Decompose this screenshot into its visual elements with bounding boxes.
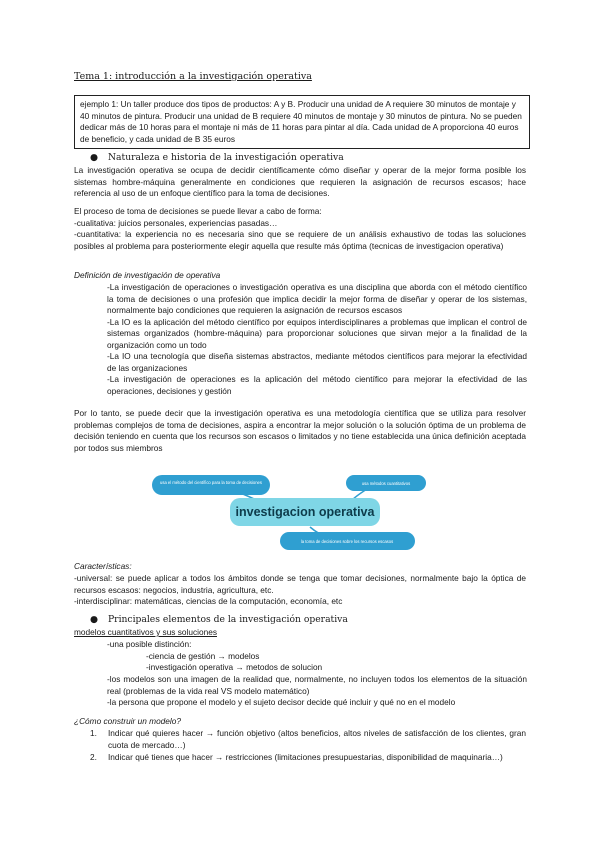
intro-paragraph: La investigación operativa se ocupa de decidir científicamente cómo diseñar y operar de la mejor forma posible los sistemas hombre-máquina generalmente en condiciones que requieren la asignación de recursos escasos; hace referencia al uso de un enfoque científico para la toma de decisiones. — [74, 165, 526, 198]
bullet-icon: ● — [90, 614, 99, 625]
person-text: -la persona que propone el modelo y el sujeto decisor decide qué incluir y qué no en el modelo — [107, 697, 456, 707]
process-qualitative: -cualitativa: juicios personales, experiencias pasadas… — [74, 217, 278, 228]
characteristics-title: Características: — [74, 561, 132, 571]
mind-map-diagram — [150, 470, 440, 555]
mindmap-center-text: investigacion operativa — [235, 505, 375, 519]
definition-title: Definición de investigación de operativa — [74, 270, 221, 280]
definitions-list — [107, 282, 527, 397]
bullet-icon: ● — [90, 152, 99, 163]
definition-item: -La investigación de operaciones o investigación operativa es una disciplina que aborda con el método científico la toma de decisiones o una profesión que implica decidir la mejor forma de diseñar y operar de los sistemas, normalmente bajo condiciones que requieren la asignación de recursos escasos — [107, 282, 527, 315]
section-heading-text: Principales elementos de la investigación operativa — [108, 614, 348, 625]
process-block — [74, 206, 526, 252]
list-number: 1. — [90, 728, 97, 738]
mindmap-node-right-text: usa métodos cuantitativos — [361, 481, 411, 486]
distinction-item: -investigación operativa → metodos de solucion — [146, 662, 323, 672]
list-text: Indicar qué tienes que hacer → restricciones (limitaciones presupuestarias, disponibilidad de maquinaria…) — [108, 752, 503, 762]
definition-item: -La IO una tecnología que diseña sistemas abstractos, mediante métodos científicos para mejorar la efectividad de las organizaciones — [107, 351, 527, 373]
section-heading-elementos — [90, 614, 348, 625]
mindmap-node-left-text: usa el método del científico para la toma de decisiones — [160, 480, 262, 485]
characteristic-item: -interdisciplinar: matemáticas, ciencias de la computación, economía, etc — [74, 596, 343, 606]
possible-distinction: -una posible distinción: — [107, 639, 192, 649]
models-subtitle: modelos cuantitativos y sus soluciones — [74, 627, 217, 637]
definition-item: -La investigación de operaciones es la aplicación del método científico para mejorar la efectividad de las operaciones, decisiones y gestión — [107, 374, 527, 396]
characteristics-list — [74, 573, 526, 608]
characteristic-item: -universal: se puede aplicar a todos los ámbitos donde se tenga que tomar decisiones, normalmente bajo la óptica de recursos escasos: negocios, industria, agricultura, etc. — [74, 573, 526, 595]
process-lead: El proceso de toma de decisiones se puede llevar a cabo de forma: — [74, 206, 322, 216]
conclusion-paragraph: Por lo tanto, se puede decir que la investigación operativa es una metodología científica que se utiliza para resolver problemas complejos de toma de decisiones, aspira a encontrar la mejor solución o la solución óptima de un problema de decisión teniendo en cuenta que los recursos son escasos o limitados y no tiene establecida una única definición aceptada por todos sus miembros — [74, 408, 526, 453]
process-quantitative: -cuantitativa: la experiencia no es necesaria sino que se requiere de un análisis exhaustivo de todas las soluciones posibles al problema para posteriormente elegir aquella que resulte más óptima (tecnicas de investigacion operativa) — [74, 229, 526, 251]
mindmap-node-bottom-text: la toma de decisiones sobre los recursos escasos — [300, 539, 394, 544]
list-text: Indicar qué quieres hacer → función objetivo (altos beneficios, altos niveles de satisfacción de los clientes, gran cuota de mercado…) — [108, 728, 526, 750]
list-item — [90, 728, 526, 751]
page-title: Tema 1: introducción a la investigación operativa — [74, 71, 312, 82]
list-number: 2. — [90, 752, 97, 762]
section-heading-text: Naturaleza e historia de la investigación operativa — [108, 152, 344, 163]
construction-question: ¿Cómo construir un modelo? — [74, 716, 181, 726]
models-text: -los modelos son una imagen de la realidad que, normalmente, no incluyen todos los elementos de la situación real (problemas de la vida real VS modelo matemático) — [107, 674, 527, 696]
example-box: ejemplo 1: Un taller produce dos tipos de productos: A y B. Producir una unidad de A requiere 30 minutos de montaje y 40 minutos de pintura. Producir una unidad de B requiere 40 minutos de montaje y 30 minutos de pintura. No se pueden dedicar más de 10 horas para el montaje ni más de 11 horas para pintar al día. Cada unidad de A proporciona 40 euros de beneficio, y cada unidad de B 35 euros — [74, 95, 530, 149]
list-item — [90, 752, 526, 764]
definition-item: -La IO es la aplicación del método científico por equipos interdisciplinares a problemas que implican el control de sistemas organizados (hombre-máquina) para proporcionar soluciones que sirvan mejor a la finalidad de la organización como un todo — [107, 316, 527, 350]
mindmap-node-left — [152, 475, 270, 495]
section-heading-naturaleza — [90, 152, 344, 163]
models-paragraph — [107, 674, 527, 709]
distinction-item: -ciencia de gestión → modelos — [146, 651, 260, 661]
